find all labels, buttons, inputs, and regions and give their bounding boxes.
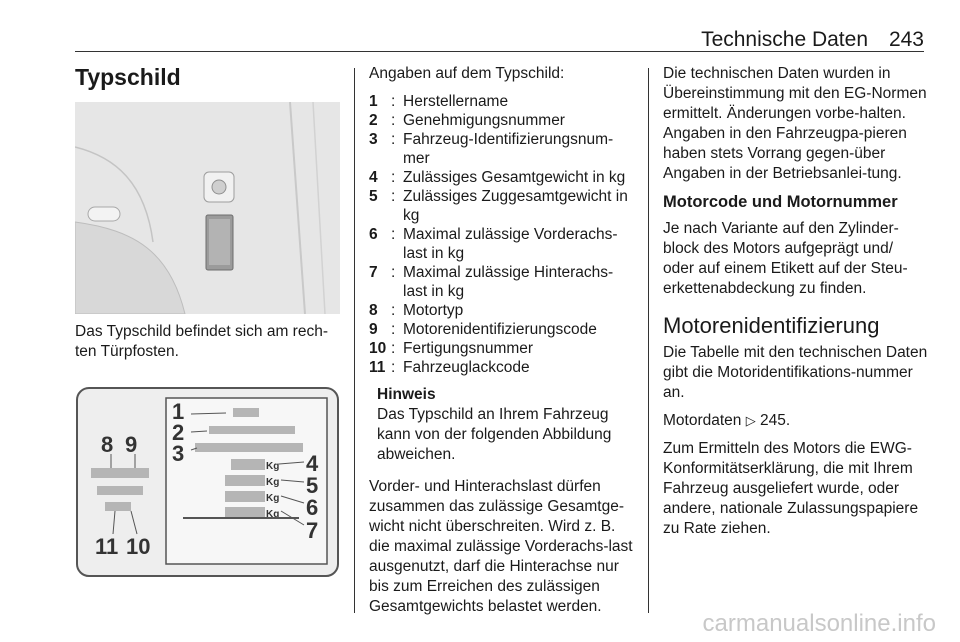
- page-header: [75, 28, 924, 52]
- list-item: 7 : Maximal zulässige Hinterachs-last in kg: [369, 264, 614, 300]
- callout-4: 4: [306, 451, 319, 476]
- list-item: 6 : Maximal zulässige Vorderachs-last in kg: [369, 226, 618, 262]
- door-pillar-photo-icon: [75, 102, 340, 314]
- ec-norms-paragraph: Die technischen Daten wurden in Übereinstimmung mit den EG-Normen ermittelt. Änderungen vorbe-halten. Angaben in den Fahrzeugpa-pieren haben stets Vorrang gegen-über Angaben in der Betriebsanlei-tung.: [663, 65, 927, 182]
- column-divider-1: [354, 68, 355, 613]
- conformity-paragraph: Zum Ermitteln des Motors die EWG-Konformitätserklärung, die mit Ihrem Fahrzeug ausgeliefert wurde, oder andere, nationale Zulassungspapiere zu Rate ziehen.: [663, 440, 919, 537]
- callout-9: 9: [125, 432, 138, 457]
- callout-10: 10: [126, 534, 151, 559]
- column-divider-2: [648, 68, 649, 613]
- header-rule: [75, 51, 924, 52]
- list-item: 5 : Zulässiges Zuggesamtgewicht in kg: [369, 188, 628, 224]
- type-plate-diagram-icon: [75, 386, 340, 578]
- page-number: 243: [888, 28, 924, 51]
- watermark-link[interactable]: carmanualsonline.info: [702, 610, 936, 637]
- list-item: 2 : Genehmigungsnummer: [369, 112, 565, 129]
- list-item: 8 : Motortyp: [369, 302, 464, 319]
- page-reference-number: 245: [760, 412, 786, 429]
- engine-identification-heading: Motorenidentifizierung: [663, 313, 880, 338]
- note-text: Das Typschild an Ihrem Fahrzeug kann von der folgenden Abbildung abweichen.: [377, 406, 612, 463]
- column-middle: [369, 64, 634, 625]
- note-title: Hinweis: [377, 386, 436, 403]
- plate-unit-5: Kg: [266, 477, 280, 488]
- plate-items-list: [369, 92, 634, 377]
- callout-1: 1: [172, 399, 185, 424]
- header-title: Technische Daten: [701, 28, 868, 51]
- list-item: 1 : Herstellername: [369, 93, 509, 110]
- column-left: [75, 64, 340, 578]
- callout-11: 11: [95, 534, 119, 559]
- section-heading: Typschild: [75, 64, 181, 90]
- engine-data-reference[interactable]: Motordaten ▷ 245.: [663, 412, 791, 429]
- axle-load-paragraph: Vorder- und Hinterachslast dürfen zusammen das zulässige Gesamtge-wicht nicht überschreiten. Wird z. B. die maximal zulässige Vorderachs-last ausgenutzt, darf die Hinterachse nur bis zum Erreichen des zulässigen Gesamtgewichts belastet werden.: [369, 478, 633, 615]
- callout-3: 3: [172, 441, 185, 466]
- column-right: [663, 64, 928, 547]
- list-item: 4 : Zulässiges Gesamtgewicht in kg: [369, 169, 626, 186]
- engine-identification-paragraph: Die Tabelle mit den technischen Daten gibt die Motoridentifikations-nummer an.: [663, 344, 928, 401]
- engine-code-paragraph: Je nach Variante auf den Zylinder-block des Motors aufgeprägt und/ oder auf einem Etikett auf der Steu-erkettenabdeckung zu finden.: [663, 220, 908, 297]
- plate-unit-4: Kg: [266, 461, 280, 472]
- list-item: 11 : Fahrzeuglackcode: [369, 359, 530, 376]
- callout-6: 6: [306, 495, 319, 520]
- engine-code-heading: Motorcode und Motornummer: [663, 193, 898, 211]
- page-reference-arrow-icon: ▷: [745, 413, 756, 428]
- photo-caption: Das Typschild befindet sich am rech-ten Türpfosten.: [75, 323, 328, 360]
- callout-5: 5: [306, 473, 319, 498]
- callout-7: 7: [306, 518, 319, 543]
- plate-unit-6: Kg: [266, 493, 280, 504]
- plate-unit-7: Kg: [266, 509, 280, 520]
- list-item: 10 : Fertigungsnummer: [369, 340, 534, 357]
- list-item: 3 : Fahrzeug-Identifizierungsnum-mer: [369, 131, 614, 167]
- list-item: 9 : Motorenidentifizierungscode: [369, 321, 597, 338]
- callout-8: 8: [101, 432, 114, 457]
- note-box: [369, 385, 634, 465]
- list-intro: Angaben auf dem Typschild:: [369, 65, 565, 82]
- callout-2: 2: [172, 420, 185, 445]
